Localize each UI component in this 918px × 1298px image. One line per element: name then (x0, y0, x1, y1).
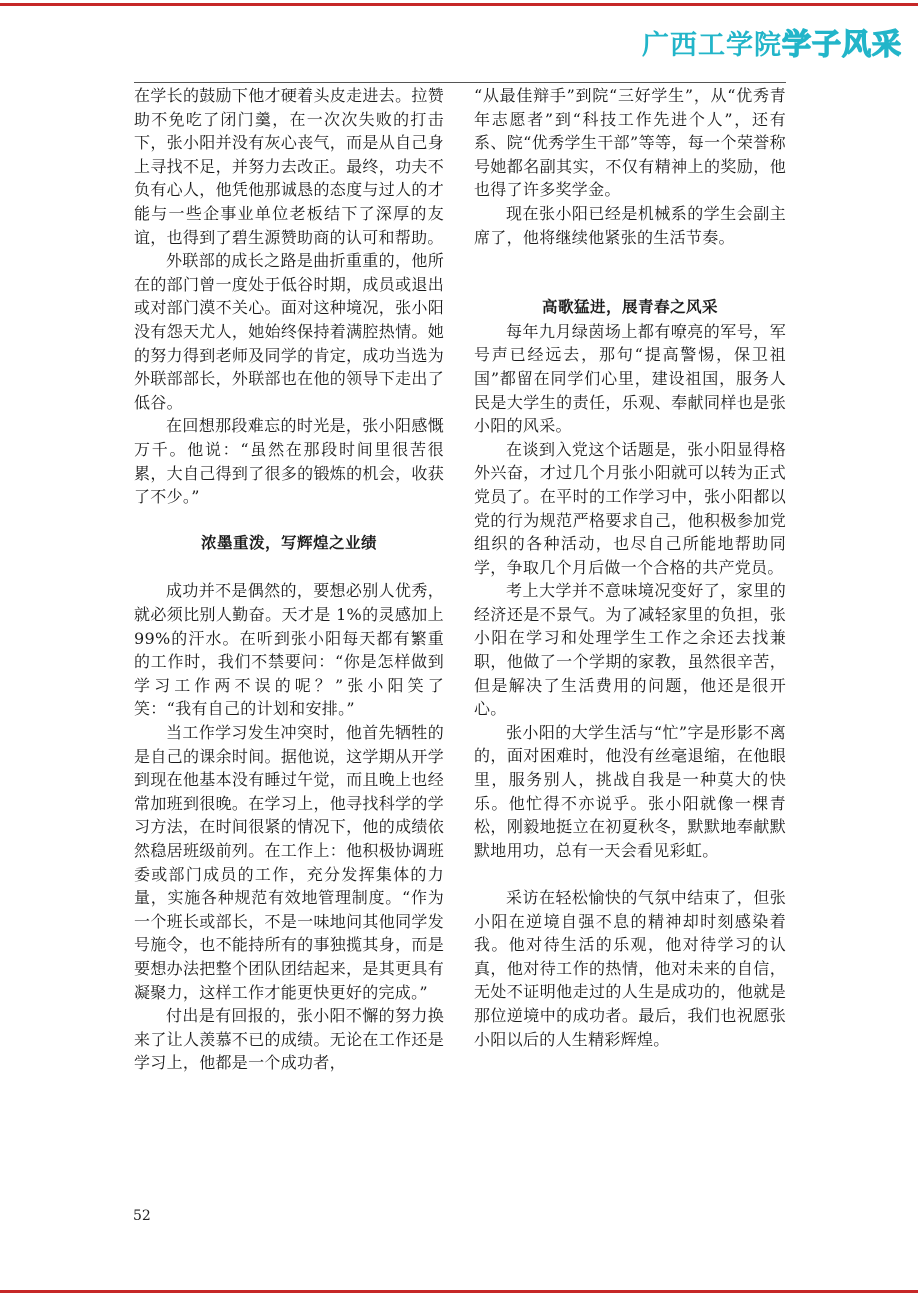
bottom-border (0, 1290, 918, 1293)
paragraph: 付出是有回报的，张小阳不懈的努力换来了让人羡慕不已的成绩。无论在工作还是学习上，他都是一个成功者， (134, 1006, 444, 1073)
paragraph: 在学长的鼓励下他才硬着头皮走进去。拉赞助不免吃了闭门羹，在一次次失败的打击下，张小阳并没有灰心丧气，而是从自己身上寻找不足，并努力去改正。最终，功夫不负有心人，他凭他那诚恳的态度与过人的才能与一些企事业单位老板结下了深厚的友谊，也得到了碧生源赞助商的认可和帮助。 (134, 86, 444, 247)
section-heading: 浓墨重泼，写辉煌之业绩 (200, 534, 377, 553)
left-column (134, 84, 444, 1075)
paragraph: 外联部的成长之路是曲折重重的，他所在的部门曾一度处于低谷时期，成员或退出或对部门漠不关心。面对这种境况，张小阳没有怨天尤人，她始终保持着满腔热情。她的努力得到老师及同学的肯定，成功当选为外联部部长，外联部也在他的领导下走出了低谷。 (134, 251, 444, 412)
top-border (0, 3, 918, 6)
paragraph: 考上大学并不意味境况变好了，家里的经济还是不景气。为了减轻家里的负担，张小阳在学习和处理学生工作之余还去找兼职，他做了一个学期的家教，虽然很辛苦，但是解决了生活费用的问题，他还是很开心。 (474, 581, 786, 719)
page-number: 52 (133, 1208, 151, 1224)
masthead-school: 广西工学院 (641, 30, 782, 61)
paragraph: 张小阳的大学生活与“忙”字是形影不离的，面对困难时，他没有丝毫退缩，在他眼里，服务别人，挑战自我是一种莫大的快乐。他忙得不亦说乎。张小阳就像一棵青松，刚毅地挺立在初夏秋冬，默默地奉献默默地用功，总有一天会看见彩虹。 (474, 722, 786, 860)
paragraph: 在回想那段难忘的时光是，张小阳感慨万千。他说：“虽然在那段时间里很苦很累，大自己得到了很多的锻炼的机会，收获了不少。” (134, 416, 444, 507)
masthead-brand: 学子风采 (781, 27, 902, 61)
paragraph: 每年九月绿茵场上都有嘹亮的军号，军号声已经远去，那句“提高警惕，保卫祖国”都留在同学们心里，建设祖国，服务人民是大学生的责任，乐观、奉献同样也是张小阳的风采。 (474, 321, 786, 436)
right-column (474, 84, 786, 1051)
paragraph: 现在张小阳已经是机械系的学生会副主席了，他将继续他紧张的生活节奏。 (474, 203, 786, 247)
paragraph: 采访在轻松愉快的气氛中结束了，但张小阳在逆境自强不息的精神却时刻感染着我。他对待生活的乐观，他对待学习的认真，他对待工作的热情，他对未来的自信，无处不证明他走过的人生是成功的，他就是那位逆境中的成功者。最后，我们也祝愿张小阳以后的人生精彩辉煌。 (474, 888, 786, 1049)
masthead (640, 22, 902, 60)
header-rule (134, 82, 786, 83)
paragraph: 在谈到入党这个话题是，张小阳显得格外兴奋，才过几个月张小阳就可以转为正式党员了。在平时的工作学习中，张小阳都以党的行为规范严格要求自己，他积极参加党组织的各种活动，也尽自己所能地帮助同学，争取几个月后做一个合格的共产党员。 (474, 439, 786, 577)
paragraph: 当工作学习发生冲突时，他首先牺牲的是自己的课余时间。据他说，这学期从开学到现在他基本没有睡过午觉，而且晚上也经常加班到很晚。在学习上，他寻找科学的学习方法，在时间很紧的情况下，他的成绩依然稳居班级前列。在工作上：他积极协调班委或部门成员的工作，充分发挥集体的力量，实施各种规范有效地管理制度。“作为一个班长或部长，不是一味地问其他同学发号施令，也不能持所有的事独揽其身，而是要想办法把整个团队团结起来，是其更具有凝聚力，这样工作才能更快更好的完成。” (134, 723, 444, 1002)
section-heading: 高歌猛进，展青春之风采 (541, 298, 718, 317)
paragraph: “从最佳辩手”到院“三好学生”，从“优秀青年志愿者”到“科技工作先进个人”，还有系、院“优秀学生干部”等等，每一个荣誉称号她都名副其实，不仅有精神上的奖励，他也得了许多奖学金。 (474, 86, 786, 200)
paragraph: 成功并不是偶然的，要想必别人优秀，就必须比别人勤奋。天才是 1%的灵感加上 99%的汗水。在听到张小阳每天都有繁重的工作时，我们不禁要问：“你是怎样做到学习工作两不误的呢？”张小阳笑了笑：“我有自己的计划和安排。” (134, 581, 444, 719)
